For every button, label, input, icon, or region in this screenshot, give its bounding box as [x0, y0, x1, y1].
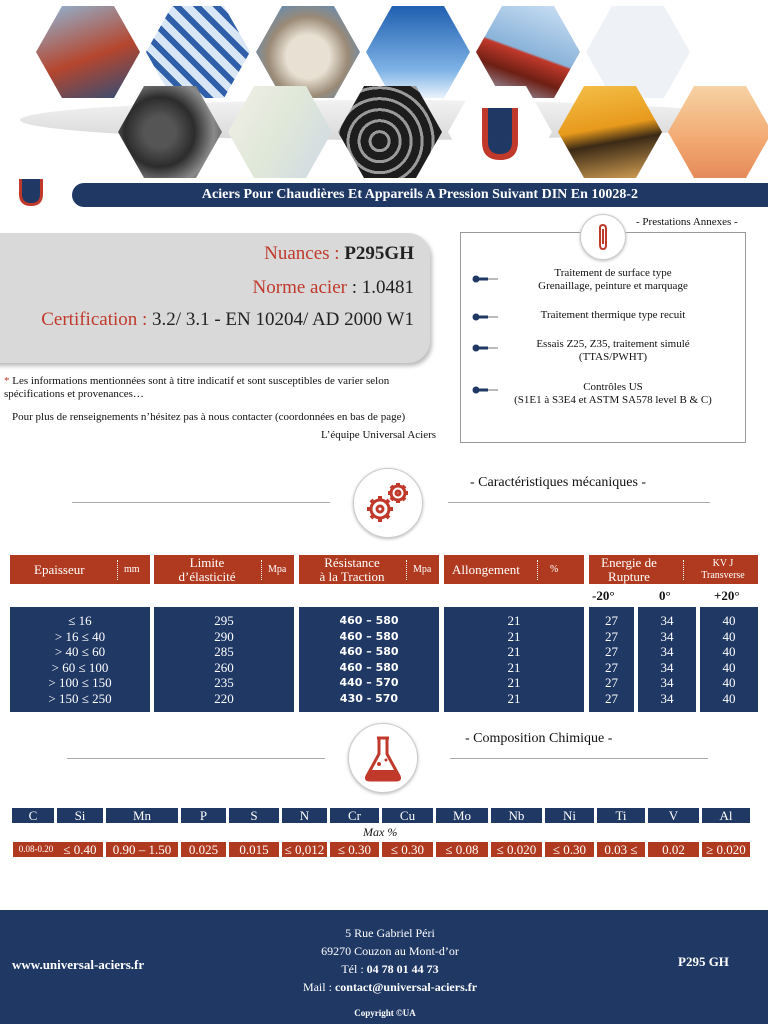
- nuance-value: P295GH: [344, 243, 414, 264]
- annex-item-2-line-1: Traitement thermique type recuit: [540, 309, 686, 321]
- document-title: Aciers Pour Chaudières Et Appareils A Pression Suivant DIN En 10028-2: [72, 183, 768, 207]
- chem-element-value: ≤ 0.30: [330, 842, 379, 857]
- annex-item-4: [498, 381, 728, 407]
- photo-wind-turbine-hex: [366, 6, 470, 98]
- header-energie-line-1: Energie de: [601, 554, 657, 570]
- header-banner: [0, 0, 768, 185]
- table-cell: > 40 ≤ 60: [54, 644, 106, 660]
- gears-icon: [354, 469, 422, 537]
- photo-map-document-hex: [586, 6, 690, 98]
- chem-element-value: 0.90 – 1.50: [106, 842, 178, 857]
- chem-element-header: Mn: [106, 808, 178, 823]
- header-limite-line-1: Limite: [189, 554, 225, 570]
- nuance-label: Nuances: [264, 243, 330, 264]
- table-cell: 295: [214, 613, 234, 628]
- table-cell: 21: [507, 659, 521, 675]
- header-kv-line-1: KV J: [712, 557, 734, 569]
- certification-value: 3.2/ 3.1 - EN 10204/ AD 2000 W1: [152, 309, 414, 330]
- annex-item-4-line-2: (S1E1 à S3E4 et ASTM SA578 level B & C): [514, 394, 712, 406]
- table-cell: 460 – 580: [339, 660, 399, 674]
- disclaimer-line-1: Les informations mentionnées sont à titre indicatif et sont susceptibles de varier selon: [12, 375, 390, 387]
- photo-tower-hex: [36, 6, 140, 98]
- photo-steel-structure-hex: [146, 6, 250, 98]
- contact-text: Pour plus de renseignements n’hésitez pas à nous contacter (coordonnées en bas de page): [12, 411, 406, 423]
- disclaimer: [4, 375, 444, 401]
- table-cell: 21: [507, 628, 521, 644]
- chem-element-header: S: [229, 808, 279, 823]
- chem-element-header: C: [12, 808, 54, 823]
- table-cell: 235: [214, 675, 234, 691]
- mech-circle: [353, 468, 423, 538]
- table-cell: 285: [214, 644, 234, 660]
- table-cell: 40: [722, 690, 736, 706]
- wrench-icon: [472, 310, 498, 324]
- header-separator: [406, 560, 407, 580]
- footer-address-line-1: 5 Rue Gabriel Péri: [345, 926, 435, 940]
- column-allongement: [444, 607, 584, 712]
- table-cell: > 100 ≤ 150: [48, 675, 112, 691]
- annex-item-2: [498, 309, 728, 322]
- header-separator: [683, 560, 684, 580]
- chem-element-header: V: [648, 808, 699, 823]
- table-cell: 27: [605, 613, 618, 628]
- footer-mail: [250, 978, 530, 996]
- table-cell: 460 – 580: [339, 614, 399, 627]
- divider-left: [72, 502, 330, 503]
- column-energy-0: [638, 607, 696, 712]
- table-cell: ≤ 16: [68, 613, 92, 628]
- norme-value: 1.0481: [361, 277, 414, 298]
- header-limite-line-2: d’élasticité: [178, 568, 236, 584]
- paperclip-icon: [581, 215, 625, 259]
- header-resistance-line-2: à la Traction: [319, 568, 385, 584]
- table-cell: 34: [660, 659, 674, 675]
- header-separator: [537, 560, 538, 580]
- divider-right: [450, 758, 708, 759]
- table-cell: 21: [507, 644, 521, 660]
- header-separator: [117, 560, 118, 580]
- header-resistance: [299, 555, 439, 584]
- table-cell: 290: [214, 628, 234, 644]
- nuance-line: Nuances : P295GH: [264, 243, 414, 264]
- chem-element-header: P: [181, 808, 226, 823]
- header-limite-unit: Mpa: [268, 563, 287, 575]
- table-cell: 430 - 570: [339, 691, 399, 705]
- wrench-icon: [472, 341, 498, 355]
- wrench-icon: [472, 383, 498, 397]
- chem-element-header: Cu: [382, 808, 433, 823]
- chem-element-header: Ni: [545, 808, 594, 823]
- table-cell: 460 – 580: [339, 629, 399, 643]
- norme-line: Norme acier : 1.0481: [252, 277, 414, 298]
- table-cell: 460 – 580: [339, 645, 399, 659]
- chem-element-value: ≥ 0.020: [702, 842, 750, 857]
- annex-circle: [580, 214, 626, 260]
- header-allongement-label: Allongement: [452, 561, 520, 577]
- footer-tel: [250, 960, 530, 978]
- footer-website[interactable]: www.universal-aciers.fr: [12, 957, 145, 972]
- footer-grade: P295 GH: [678, 954, 729, 969]
- footer: [0, 910, 768, 1024]
- header-allongement-unit: %: [550, 563, 559, 575]
- photo-excavator-hex: [558, 86, 662, 178]
- footer-tel-label: Tél :: [341, 962, 367, 976]
- chem-element-header: Cr: [330, 808, 379, 823]
- header-epaisseur: [10, 555, 150, 584]
- chem-section-title: - Composition Chimique -: [465, 731, 613, 746]
- table-cell: 40: [722, 613, 736, 628]
- grade-panel: [0, 233, 430, 363]
- header-energie: [589, 555, 758, 584]
- table-cell: 220: [214, 690, 234, 706]
- photo-crane-hook-hex: [476, 6, 580, 98]
- chem-element-value: ≤ 0,012: [282, 842, 327, 857]
- disclaimer-line-2: spécifications et provenances…: [4, 388, 144, 400]
- annex-item-1-line-2: Grenaillage, peinture et marquage: [538, 280, 688, 292]
- certification-line: Certification : 3.2/ 3.1 - EN 10204/ AD 2000 W1: [41, 309, 414, 330]
- footer-copyright: Copyright ©UA: [354, 1008, 416, 1018]
- chem-element-value: 0.03 ≤: [597, 842, 645, 857]
- header-separator: [261, 560, 262, 580]
- table-cell: 34: [660, 690, 674, 706]
- table-cell: 27: [605, 690, 618, 706]
- annex-item-1-line-1: Traitement de surface type: [554, 267, 672, 279]
- header-limite: [154, 555, 294, 584]
- footer-address-line-2: 69270 Couzon au Mont-d’or: [321, 944, 459, 958]
- temp-minus-20: -20°: [592, 588, 615, 603]
- footer-address: [250, 924, 530, 996]
- header-energie-line-2: Rupture: [608, 568, 650, 584]
- chem-element-header: Al: [702, 808, 750, 823]
- annex-item-4-line-1: Contrôles US: [583, 381, 643, 393]
- header-limite-label: [172, 556, 242, 584]
- universal-aciers-logo-icon: [15, 176, 47, 208]
- annex-item-3: [498, 338, 728, 364]
- table-cell: 260: [214, 659, 234, 675]
- norme-label: Norme acier: [252, 277, 347, 298]
- signature: L’équipe Universal Aciers: [321, 429, 437, 441]
- chem-element-value: ≤ 0.020: [491, 842, 542, 857]
- footer-mail-value[interactable]: contact@universal-aciers.fr: [334, 980, 478, 994]
- annex-item-1: [498, 267, 728, 293]
- header-allongement: [444, 555, 584, 584]
- table-cell: 27: [605, 659, 618, 675]
- column-energy-minus-20: [589, 607, 634, 712]
- header-resistance-unit: Mpa: [413, 563, 432, 575]
- chem-element-value: ≤ 0.08: [436, 842, 488, 857]
- table-cell: 27: [605, 644, 618, 660]
- table-cell: 40: [722, 644, 736, 660]
- temp-plus-20: +20°: [714, 588, 740, 603]
- asterisk: *: [4, 375, 10, 387]
- chem-element-value: ≤ 0.40: [57, 842, 103, 857]
- flask-icon: [349, 724, 417, 792]
- table-cell: 40: [722, 675, 736, 691]
- table-cell: 34: [660, 675, 674, 691]
- header-kv-line-2: Transverse: [701, 569, 745, 581]
- table-cell: 34: [660, 644, 674, 660]
- divider-right: [448, 502, 710, 503]
- footer-mail-label: Mail :: [302, 980, 335, 994]
- chem-element-header: Mo: [436, 808, 488, 823]
- chem-element-value: 0.08-0.20: [13, 842, 59, 857]
- table-cell: 40: [722, 659, 736, 675]
- table-cell: 40: [722, 628, 736, 644]
- table-cell: 440 – 570: [339, 676, 399, 690]
- table-cell: > 16 ≤ 40: [54, 628, 106, 644]
- column-epaisseur: [10, 607, 150, 712]
- table-cell: 27: [605, 675, 618, 691]
- chem-element-value: 0.02: [648, 842, 699, 857]
- chem-circle: [348, 723, 418, 793]
- header-kv-label: [689, 558, 757, 582]
- temp-0: 0°: [659, 588, 671, 603]
- table-cell: 34: [660, 628, 674, 644]
- header-resistance-label: [309, 556, 395, 584]
- annex-item-3-line-1: Essais Z25, Z35, traitement simulé: [536, 338, 690, 350]
- chem-element-value: 0.025: [181, 842, 226, 857]
- header-epaisseur-unit: mm: [124, 563, 140, 575]
- table-cell: 21: [507, 690, 521, 706]
- column-energy-plus-20: [700, 607, 758, 712]
- chem-element-header: Si: [57, 808, 103, 823]
- chem-element-header: Nb: [491, 808, 542, 823]
- annex-item-3-line-2: (TTAS/PWHT): [578, 351, 648, 363]
- photo-tank-hex: [256, 6, 360, 98]
- annex-title: - Prestations Annexes -: [636, 216, 738, 228]
- header-energie-label: [593, 556, 665, 584]
- photo-tower-cranes-hex: [668, 86, 768, 178]
- header-resistance-line-1: Résistance: [324, 554, 380, 570]
- chem-element-header: Ti: [597, 808, 645, 823]
- certification-label: Certification: [41, 309, 138, 330]
- column-limite: [154, 607, 294, 712]
- footer-tel-value: 04 78 01 44 73: [366, 962, 439, 976]
- max-percent-label: Max %: [363, 825, 398, 839]
- column-resistance: [299, 607, 439, 712]
- table-cell: 34: [660, 613, 674, 628]
- header-epaisseur-label: Epaisseur: [34, 561, 85, 577]
- table-cell: 21: [507, 675, 521, 691]
- chem-element-value: 0.015: [229, 842, 279, 857]
- table-cell: 21: [507, 613, 521, 628]
- table-cell: > 60 ≤ 100: [51, 659, 109, 675]
- mech-section-title: - Caractéristiques mécaniques -: [470, 475, 647, 490]
- table-cell: 27: [605, 628, 618, 644]
- table-cell: > 150 ≤ 250: [48, 690, 112, 706]
- divider-left: [67, 758, 325, 759]
- wrench-icon: [472, 271, 498, 285]
- chem-element-value: ≤ 0.30: [545, 842, 594, 857]
- photo-gears-hex: [118, 86, 222, 178]
- chem-element-value: ≤ 0.30: [382, 842, 433, 857]
- chem-element-header: N: [282, 808, 327, 823]
